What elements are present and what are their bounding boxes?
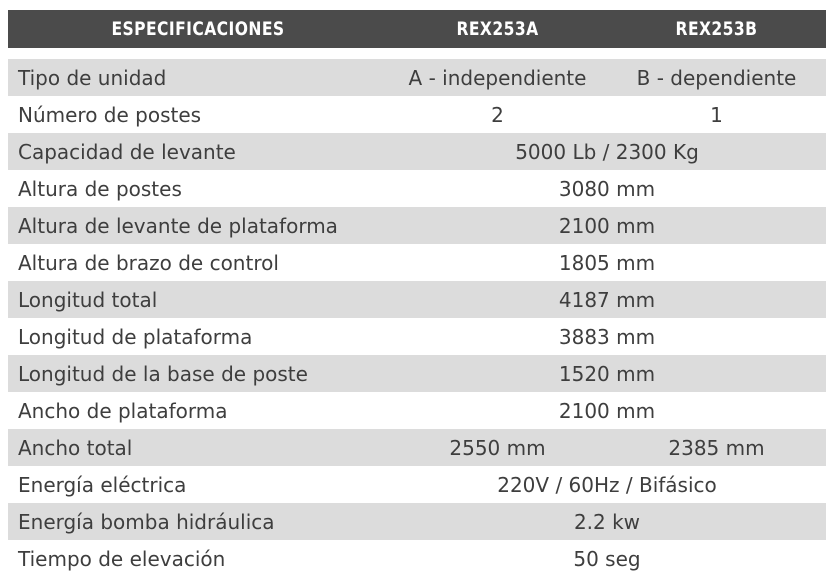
- row-label: Ancho total: [18, 435, 133, 460]
- row-label: Tipo de unidad: [18, 65, 167, 90]
- table-row: [8, 355, 826, 392]
- header-specifications: ESPECIFICACIONES: [111, 18, 285, 40]
- table-row: [8, 170, 826, 207]
- table-row: [8, 540, 826, 577]
- row-value-model-b: 2385 mm: [668, 435, 765, 460]
- row-value: 2100 mm: [558, 213, 656, 238]
- table-row: [8, 466, 826, 503]
- row-value: 5000 Lb / 2300 Kg: [515, 139, 699, 164]
- row-value: 2100 mm: [558, 398, 656, 423]
- row-value-model-a: A - independiente: [408, 65, 587, 90]
- row-value: 2.2 kw: [573, 509, 641, 534]
- table-row: [8, 96, 826, 133]
- row-label: Número de postes: [18, 102, 202, 127]
- table-row: [8, 503, 826, 540]
- row-label: Energía bomba hidráulica: [18, 509, 275, 534]
- table-row: [8, 429, 826, 466]
- table-row: [8, 59, 826, 96]
- table-row: [8, 318, 826, 355]
- row-value: 1520 mm: [558, 361, 656, 386]
- row-value: 3080 mm: [558, 176, 656, 201]
- table-row: [8, 207, 826, 244]
- row-value: 3883 mm: [558, 324, 656, 349]
- table-row: [8, 133, 826, 170]
- row-label: Altura de brazo de control: [18, 250, 279, 275]
- row-label: Capacidad de levante: [18, 139, 236, 164]
- row-value-model-b: 1: [710, 102, 723, 127]
- row-value: 220V / 60Hz / Bifásico: [497, 472, 717, 497]
- row-label: Longitud de plataforma: [18, 324, 253, 349]
- table-row: [8, 281, 826, 318]
- row-value: 50 seg: [573, 546, 641, 571]
- row-label: Energía eléctrica: [18, 472, 187, 497]
- row-value: 4187 mm: [558, 287, 656, 312]
- header-gap: [8, 48, 826, 59]
- row-value: 1805 mm: [558, 250, 656, 275]
- row-label: Tiempo de elevación: [18, 546, 226, 571]
- table-body: [8, 59, 826, 577]
- header-model-a: REX253A: [456, 18, 539, 40]
- header-model-b: REX253B: [675, 18, 758, 40]
- row-label: Longitud total: [18, 287, 158, 312]
- row-label: Longitud de la base de poste: [18, 361, 308, 386]
- table-row: [8, 244, 826, 281]
- row-label: Ancho de plataforma: [18, 398, 228, 423]
- table-row: [8, 392, 826, 429]
- row-value-model-a: 2550 mm: [449, 435, 546, 460]
- row-value-model-a: 2: [491, 102, 504, 127]
- table-header: [8, 10, 826, 48]
- spec-table: [8, 10, 826, 577]
- row-label: Altura de postes: [18, 176, 182, 201]
- row-label: Altura de levante de plataforma: [18, 213, 338, 238]
- row-value-model-b: B - dependiente: [636, 65, 797, 90]
